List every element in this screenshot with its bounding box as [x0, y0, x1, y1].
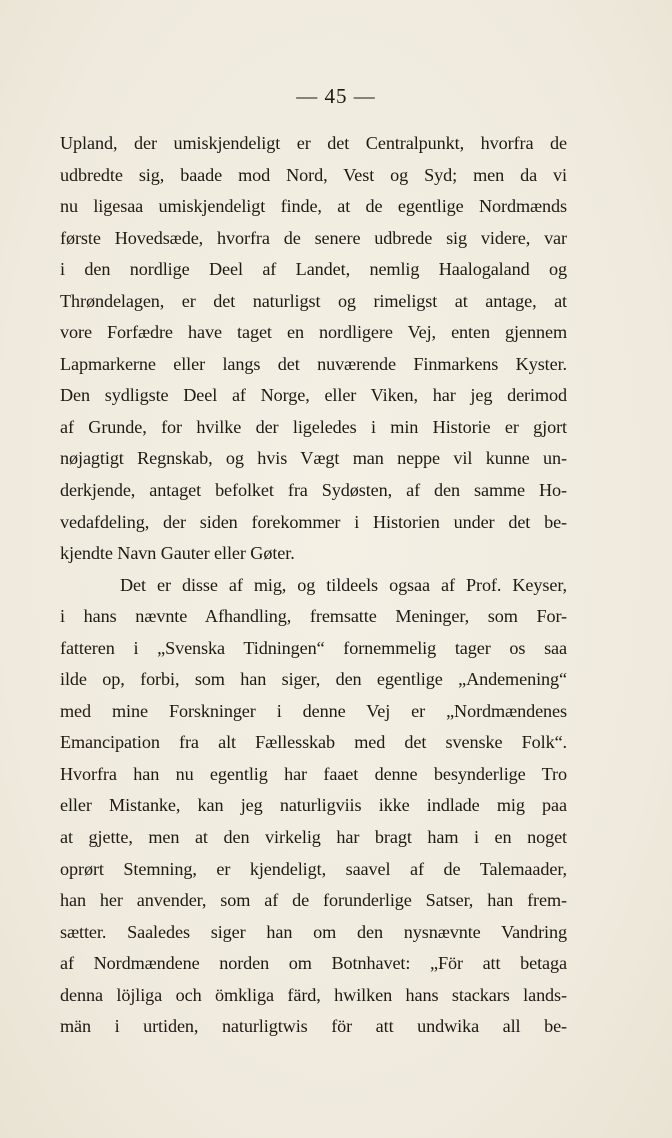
text-line: han her anvender, som af de forunderlige Satser, han frem-: [60, 890, 567, 911]
page-number: — 45 —: [296, 84, 376, 108]
text-line: fatteren i „Svenska Tidningen“ fornemmelig tager os saa: [60, 637, 567, 658]
text-line: derkjende, antaget befolket fra Sydøsten, af den samme Ho-: [60, 480, 567, 501]
text-line: Thrøndelagen, er det naturligst og rimeligst at antage, at: [60, 290, 567, 311]
text-line: af Grunde, for hvilke der ligeledes i min Historie er gjort: [60, 416, 567, 437]
text-line: Upland, der umiskjendeligt er det Centralpunkt, hvorfra de: [60, 133, 567, 153]
text-line: udbredte sig, baade mod Nord, Vest og Syd; men da vi: [60, 164, 567, 185]
text-line: Emancipation fra alt Fællesskab med det svenske Folk“.: [60, 732, 567, 753]
text-line: i den nordlige Deel af Landet, nemlig Haalogaland og: [60, 259, 567, 280]
text-line: nøjagtigt Regnskab, og hvis Vægt man neppe vil kunne un-: [60, 448, 567, 469]
text-line: at gjette, men at den virkelig har bragt ham i en noget: [60, 827, 567, 848]
text-line: ilde op, forbi, som han siger, den egentlige „Andemening“: [60, 669, 567, 690]
text-line: første Hovedsæde, hvorfra de senere udbrede sig videre, var: [60, 227, 567, 248]
text-line: Det er disse af mig, og tildeels ogsaa af Prof. Keyser,: [120, 574, 567, 595]
text-line: Hvorfra han nu egentlig har faaet denne besynderlige Tro: [60, 763, 567, 784]
text-line: nu ligesaa umiskjendeligt finde, at de egentlige Nordmænds: [60, 196, 567, 217]
text-line: Den sydligste Deel af Norge, eller Viken, har jeg derimod: [60, 385, 567, 406]
text-line: eller Mistanke, kan jeg naturligviis ikke indlade mig paa: [60, 795, 567, 816]
text-line: oprørt Stemning, er kjendeligt, saavel af de Talemaader,: [60, 858, 567, 879]
text-line: denna löjliga och ömkliga färd, hwilken hans stackars lands-: [60, 984, 567, 1005]
text-line: vedafdeling, der siden forekommer i Historien under det be-: [60, 511, 567, 532]
body-text: [60, 128, 567, 1043]
text-line: i hans nævnte Afhandling, fremsatte Meninger, som For-: [60, 606, 567, 627]
text-line: sætter. Saaledes siger han om den nysnævnte Vandring: [60, 921, 567, 942]
text-line: män i urtiden, naturligtwis för att undwika all be-: [60, 1016, 567, 1037]
text-line: Lapmarkerne eller langs det nuværende Finmarkens Kyster.: [60, 353, 567, 374]
text-line: kjendte Navn Gauter eller Gøter.: [60, 543, 295, 564]
text-line: med mine Forskninger i denne Vej er „Nordmændenes: [60, 700, 567, 721]
text-line: vore Forfædre have taget en nordligere Vej, enten gjennem: [60, 322, 567, 343]
text-line: af Nordmændene norden om Botnhavet: „För att betaga: [60, 953, 567, 974]
